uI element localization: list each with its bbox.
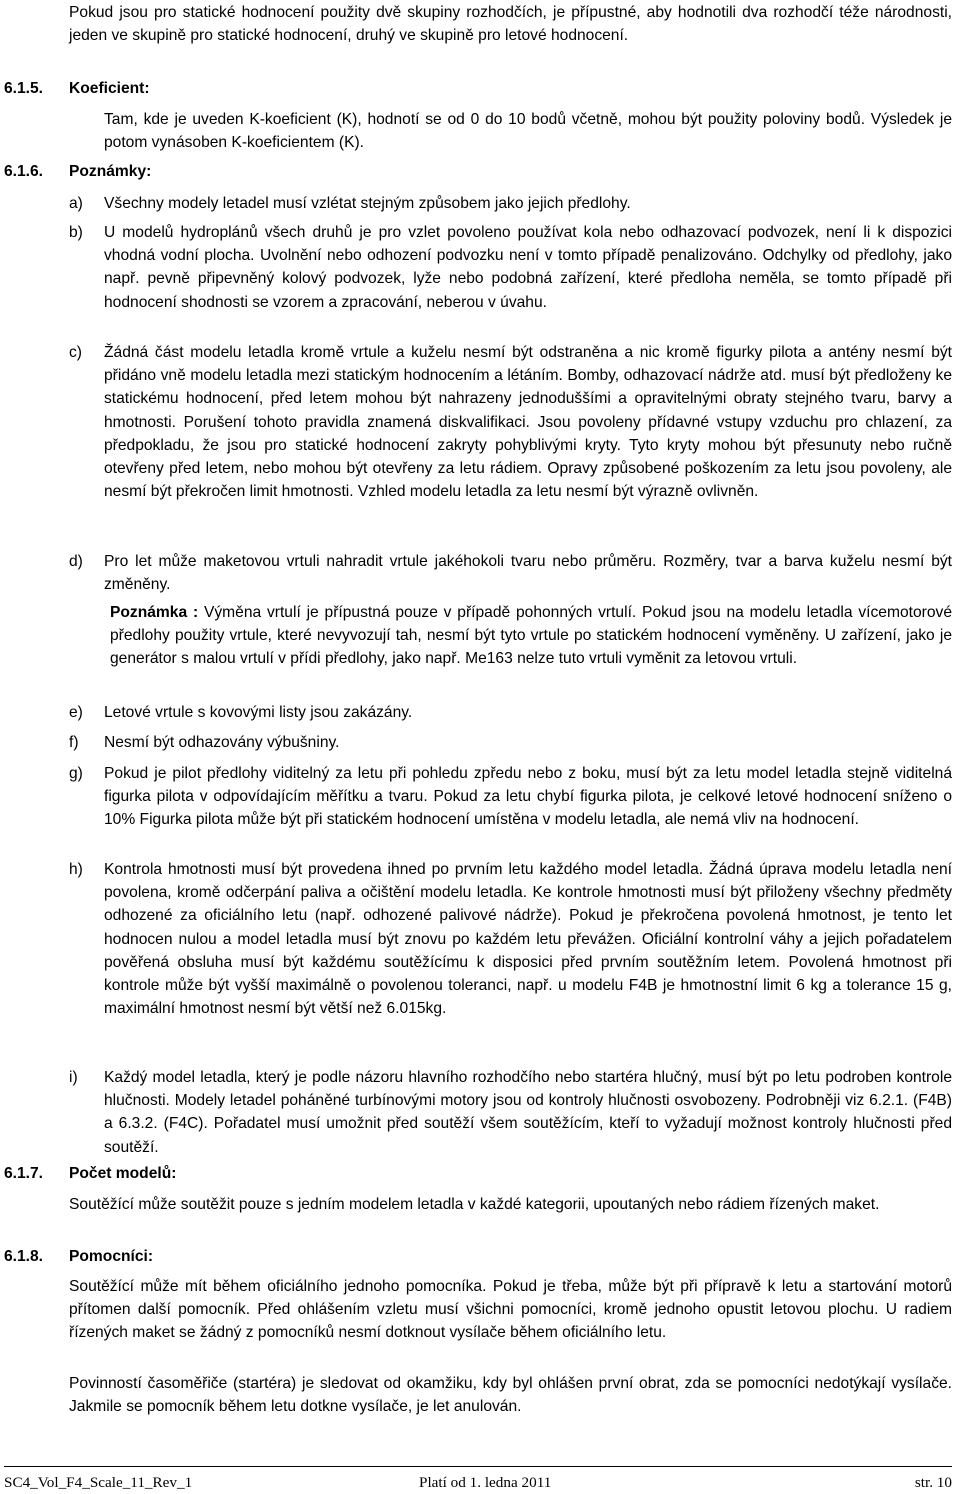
- footer-page-number: str. 10: [914, 1474, 952, 1491]
- list-item: U modelů hydroplánů všech druhů je pro vzlet povoleno používat kola nebo odhazovací podvozek, není li k dispozici vhodná vodní plocha. Uvolnění nebo odhození podvozku není v tomto případě penalizováno. Odchylky od předlohy, jako např. pevně připevněný kolový podvozek, lyže nebo podobná zařízení, které předloha neměla, se tomto případě při hodnocení shodnosti se vzorem a zpracování, neberou v úvahu.: [104, 224, 952, 311]
- list-item: Žádná část modelu letadla kromě vrtule a kuželu nesmí být odstraněna a nic kromě figurky pilota a antény nesmí být přidáno vně modelu letadla mezi statickým hodnocením a létáním. Bomby, odhazovací nádrže atd. musí být předloženy ke statickému hodnocení, před letem mohou být nahrazeny jednoduššími a opravitelnými obraty stejného tvaru, barvy a hmotnosti. Porušení tohoto pravidla znamená diskvalifikaci. Jsou povoleny přídavné vstupy vzduchu pro chlazení, za předpokladu, že jsou pro statické hodnocení zakryty pohyblivými kryty. Tyto kryty mohou být přesunuty nebo ručně otevřeny před letem, nebo mohou být otevřeny za letu rádiem. Opravy způsobené poškozením za letu jsou povoleny, ale nesmí být překročen limit hmotnosti. Vzhled modelu letadla za letu nesmí být výrazně ovlivněn.: [104, 344, 952, 501]
- list-item: Nesmí být odhazovány výbušniny.: [104, 734, 340, 751]
- list-item-label: b): [69, 224, 83, 241]
- section-paragraph: Tam, kde je uveden K-koeficient (K), hodnotí se od 0 do 10 bodů včetně, mohou být použity poloviny bodů. Výsledek je potom vynásoben K-koeficientem (K).: [104, 111, 952, 152]
- list-item-label: g): [69, 765, 83, 782]
- section-paragraph: Soutěžící může soutěžit pouze s jedním modelem letadla v každé kategorii, upoutaných nebo rádiem řízených maket.: [69, 1196, 880, 1213]
- note-label: Poznámka :: [110, 604, 199, 621]
- list-item-label: d): [69, 553, 83, 570]
- section-number: 6.1.6.: [4, 163, 44, 180]
- list-item-label: a): [69, 195, 83, 212]
- list-item-label: i): [69, 1069, 78, 1086]
- section-title: Počet modelů:: [69, 1165, 177, 1182]
- list-item: Kontrola hmotnosti musí být provedena ihned po prvním letu každého model letadla. Žádná úprava modelu letadla není povolena, kromě odčerpání paliva a očištění modelu letadla. Ke kontrole hmotnosti musí být přiloženy všechny předměty odhozené za oficiálního letu (např. odhozené palivové nádrže). Pokud je překročena povolená hmotnost, je tento let hodnocen nulou a model letadla musí být znovu po každém letu převážen. Oficiální kontrolní váhy a jejich pořadatelem pověřená obsluha musí být každému soutěžícímu k disposici před prvním soutěžním letem. Povolená hmotnost při kontrole může být vyšší maximálně o povolenou toleranci, např. u modelu F4B je hmotnostní limit 6 kg a tolerance 15 g, maximální hmotnost nesmí být větší než 6.015kg.: [104, 861, 952, 1018]
- note-text: Výměna vrtulí je přípustná pouze v případě pohonných vrtulí. Pokud jsou na modelu letadla vícemotorové předlohy použity vrtule, které nevyvozují tah, nesmí být tyto vrtule po statickém hodnocení vyměněny. U zařízení, jako je generátor s malou vrtulí v přídi předlohy, jako např. Me163 nelze tuto vrtuli vyměnit za letovou vrtuli.: [110, 604, 952, 668]
- list-item: Každý model letadla, který je podle názoru hlavního rozhodčího nebo startéra hlučný, musí být po letu podroben kontrole hlučnosti. Modely letadel poháněné turbínovými motory jsou od kontroly hlučnosti osvobozeny. Podrobněji viz 6.2.1. (F4B) a 6.3.2. (F4C). Pořadatel musí umožnit před soutěží všem soutěžícím, kteří to vyžadují možnost kontroly hlučnosti před soutěží.: [104, 1069, 952, 1156]
- list-item-label: f): [69, 734, 79, 751]
- section-number: 6.1.5.: [4, 80, 44, 97]
- section-number: 6.1.8.: [4, 1248, 44, 1265]
- list-item: Letové vrtule s kovovými listy jsou zakázány.: [104, 704, 413, 721]
- section-paragraph: Soutěžící může mít během oficiálního jednoho pomocníka. Pokud je třeba, může být při přípravě k letu a startování motorů přítomen další pomocník. Před ohlášením vzletu musí všichni pomocníci, kromě jednoho opustit letovou plochu. U radiem řízených maket se žádný z pomocníků nesmí dotknout vysílače během oficiálního letu.: [69, 1278, 952, 1342]
- list-item: Pro let může maketovou vrtuli nahradit vrtule jakéhokoli tvaru nebo průměru. Rozměry, tvar a barva kuželu nesmí být změněny.: [104, 553, 952, 594]
- section-title: Poznámky:: [69, 163, 152, 180]
- page-footer: [4, 1466, 952, 1491]
- section-title: Pomocníci:: [69, 1248, 154, 1265]
- footer-valid-from: Platí od 1. ledna 2011: [419, 1474, 552, 1491]
- section-number: 6.1.7.: [4, 1165, 44, 1182]
- footer-doc-id: SC4_Vol_F4_Scale_11_Rev_1: [4, 1474, 193, 1491]
- intro-paragraph: Pokud jsou pro statické hodnocení použity dvě skupiny rozhodčích, je přípustné, aby hodnotili dva rozhodčí téže národnosti, jeden ve skupině pro statické hodnocení, druhý ve skupině pro letové hodnocení.: [69, 4, 952, 45]
- section-title: Koeficient:: [69, 80, 150, 97]
- section-paragraph: Povinností časoměřiče (startéra) je sledovat od okamžiku, kdy byl ohlášen první obrat, zda se pomocníci nedotýkají vysílače. Jakmile se pomocník během letu dotkne vysílače, je let anulován.: [69, 1375, 952, 1416]
- note-paragraph: [110, 601, 952, 671]
- list-item-label: e): [69, 704, 83, 721]
- list-item-label: c): [69, 344, 82, 361]
- list-item: Pokud je pilot předlohy viditelný za letu při pohledu zpředu nebo z boku, musí být za letu model letadla stejně viditelná figurka pilota v odpovídajícím měřítku a tvaru. Pokud za letu chybí figurka pilota, je celkové letové hodnocení sníženo o 10% Figurka pilota může být při statickém hodnocení umístěna v modelu letadla, ale nemá vliv na hodnocení.: [104, 765, 952, 829]
- list-item-label: h): [69, 861, 83, 878]
- list-item: Všechny modely letadel musí vzlétat stejným způsobem jako jejich předlohy.: [104, 195, 631, 212]
